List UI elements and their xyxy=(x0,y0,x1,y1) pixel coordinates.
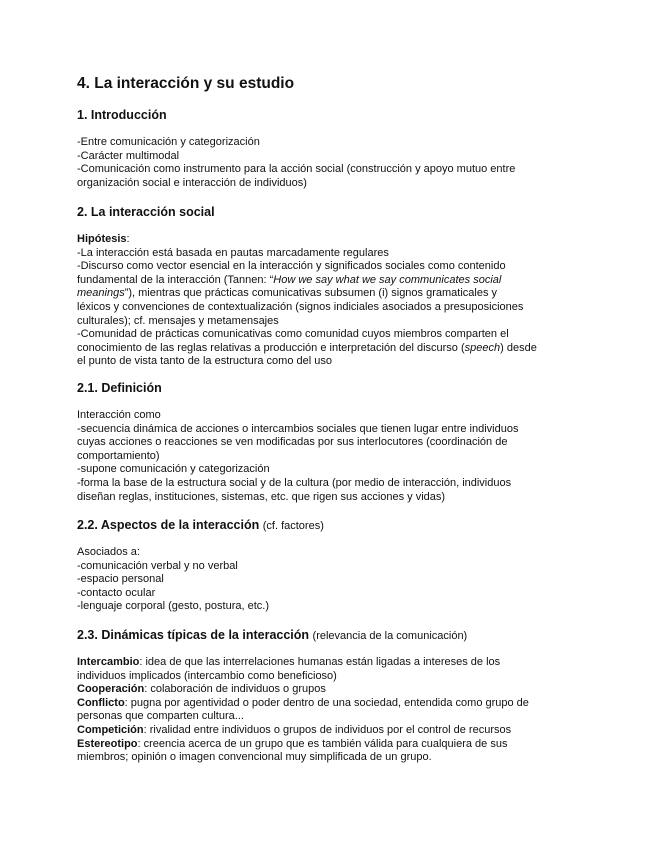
text-line: culturales); cf. mensajes y metamensajes xyxy=(77,314,279,327)
hypothesis-colon: : xyxy=(126,233,130,245)
text-line: organización social e interacción de individuos) xyxy=(77,176,307,189)
term-text: : colaboración de individuos o grupos xyxy=(144,683,326,696)
section-heading-aside: (cf. factores) xyxy=(262,520,324,532)
quote-italic: meanings xyxy=(77,287,125,300)
text-line: -Carácter multimodal xyxy=(77,149,180,162)
definition-line xyxy=(77,656,577,670)
definition-line xyxy=(77,697,577,711)
text-line: individuos implicados (intercambio como beneficioso) xyxy=(77,669,337,682)
section-body-definicion xyxy=(77,409,577,504)
text-segment: fundamental de la interacción (Tannen: “ xyxy=(77,273,274,286)
text-line: miembros; opinión o imagen convencional muy simplificada de un grupo. xyxy=(77,751,432,764)
quote-italic: How we say what we say communicates social xyxy=(273,273,502,286)
term-label: Cooperación xyxy=(77,683,145,696)
section-heading-interaccion-social: 2. La interacción social xyxy=(77,205,215,219)
text-line: -comunicación verbal y no verbal xyxy=(77,559,238,572)
text-line: comportamiento) xyxy=(77,449,160,462)
text-line: -Discurso como vector esencial en la interacción y significados sociales como contenido xyxy=(77,260,506,273)
text-line: -La interacción está basada en pautas marcadamente regulares xyxy=(77,246,389,259)
section-body-aspectos xyxy=(77,546,577,614)
section-heading-aside: (relevancia de la comunicación) xyxy=(312,630,468,642)
text-line: -Entre comunicación y categorización xyxy=(77,136,260,148)
section-heading-text: 2.2. Aspectos de la interacción xyxy=(77,518,260,532)
section-body-introduccion xyxy=(77,136,577,190)
text-line: cuyas acciones o reacciones se ven modificadas por sus interlocutores (coordinación de xyxy=(77,436,508,449)
term-text: : pugna por agentividad o poder dentro de una sociedad, entendida como grupo de xyxy=(124,696,529,709)
text-line: Asociados a: xyxy=(77,546,140,558)
term-label: Conflicto xyxy=(77,696,125,709)
text-line: léxicos y convenciones de contextualización (signos indiciales asociados a presuposiciones xyxy=(77,300,524,313)
text-line: personas que comparten cultura... xyxy=(77,710,244,723)
section-body-dinamicas xyxy=(77,656,577,765)
text-line: diseñan reglas, instituciones, sistemas, etc. que rigen sus acciones y vidas) xyxy=(77,490,446,503)
text-line: -forma la base de la estructura social y de la cultura (por medio de interacción, individuos xyxy=(77,476,512,489)
hypothesis-line xyxy=(77,233,577,247)
term-text: : creencia acerca de un grupo que es también válida para cualquiera de sus xyxy=(137,737,508,750)
text-line: Interacción como xyxy=(77,409,161,421)
section-heading-dinamicas xyxy=(77,628,467,642)
text-line xyxy=(77,274,577,288)
speech-italic: speech xyxy=(464,341,501,354)
term-label: Estereotipo xyxy=(77,737,138,750)
definition-line xyxy=(77,738,577,752)
hypothesis-label: Hipótesis xyxy=(77,233,127,245)
text-line xyxy=(77,287,577,301)
term-text: : idea de que las interrelaciones humanas están ligadas a intereses de los xyxy=(139,656,501,668)
term-label: Competición xyxy=(77,723,144,736)
text-line: -contacto ocular xyxy=(77,586,156,599)
text-line: el punto de vista tanto de la estructura como del uso xyxy=(77,355,332,368)
text-segment: ) desde xyxy=(500,341,537,354)
text-segment: conocimiento de las reglas relativas a producción e interpretación del discurso ( xyxy=(77,341,465,354)
text-line: -secuencia dinámica de acciones o intercambios sociales que tienen lugar entre individuos xyxy=(77,422,519,435)
definition-line xyxy=(77,683,577,697)
text-line: -supone comunicación y categorización xyxy=(77,463,270,476)
term-text: : rivalidad entre individuos o grupos de individuos por el control de recursos xyxy=(143,723,512,736)
section-heading-text: 2.3. Dinámicas típicas de la interacción xyxy=(77,628,310,642)
term-label: Intercambio xyxy=(77,656,140,668)
text-line xyxy=(77,342,577,356)
document-title: 4. La interacción y su estudio xyxy=(77,75,295,92)
section-heading-aspectos xyxy=(77,518,324,532)
text-line: -Comunicación como instrumento para la acción social (construcción y apoyo mutuo entre xyxy=(77,163,516,176)
section-heading-definicion: 2.1. Definición xyxy=(77,381,162,395)
text-line: -Comunidad de prácticas comunicativas como comunidad cuyos miembros comparten el xyxy=(77,328,509,341)
text-line: -lenguaje corporal (gesto, postura, etc.) xyxy=(77,600,269,613)
section-body-interaccion-social xyxy=(77,233,577,369)
definition-line xyxy=(77,724,577,738)
text-line: -espacio personal xyxy=(77,573,164,586)
section-heading-introduccion: 1. Introducción xyxy=(77,108,167,122)
text-segment: ”), mientras que prácticas comunicativas subsumen (i) signos gramaticales y xyxy=(124,287,498,300)
